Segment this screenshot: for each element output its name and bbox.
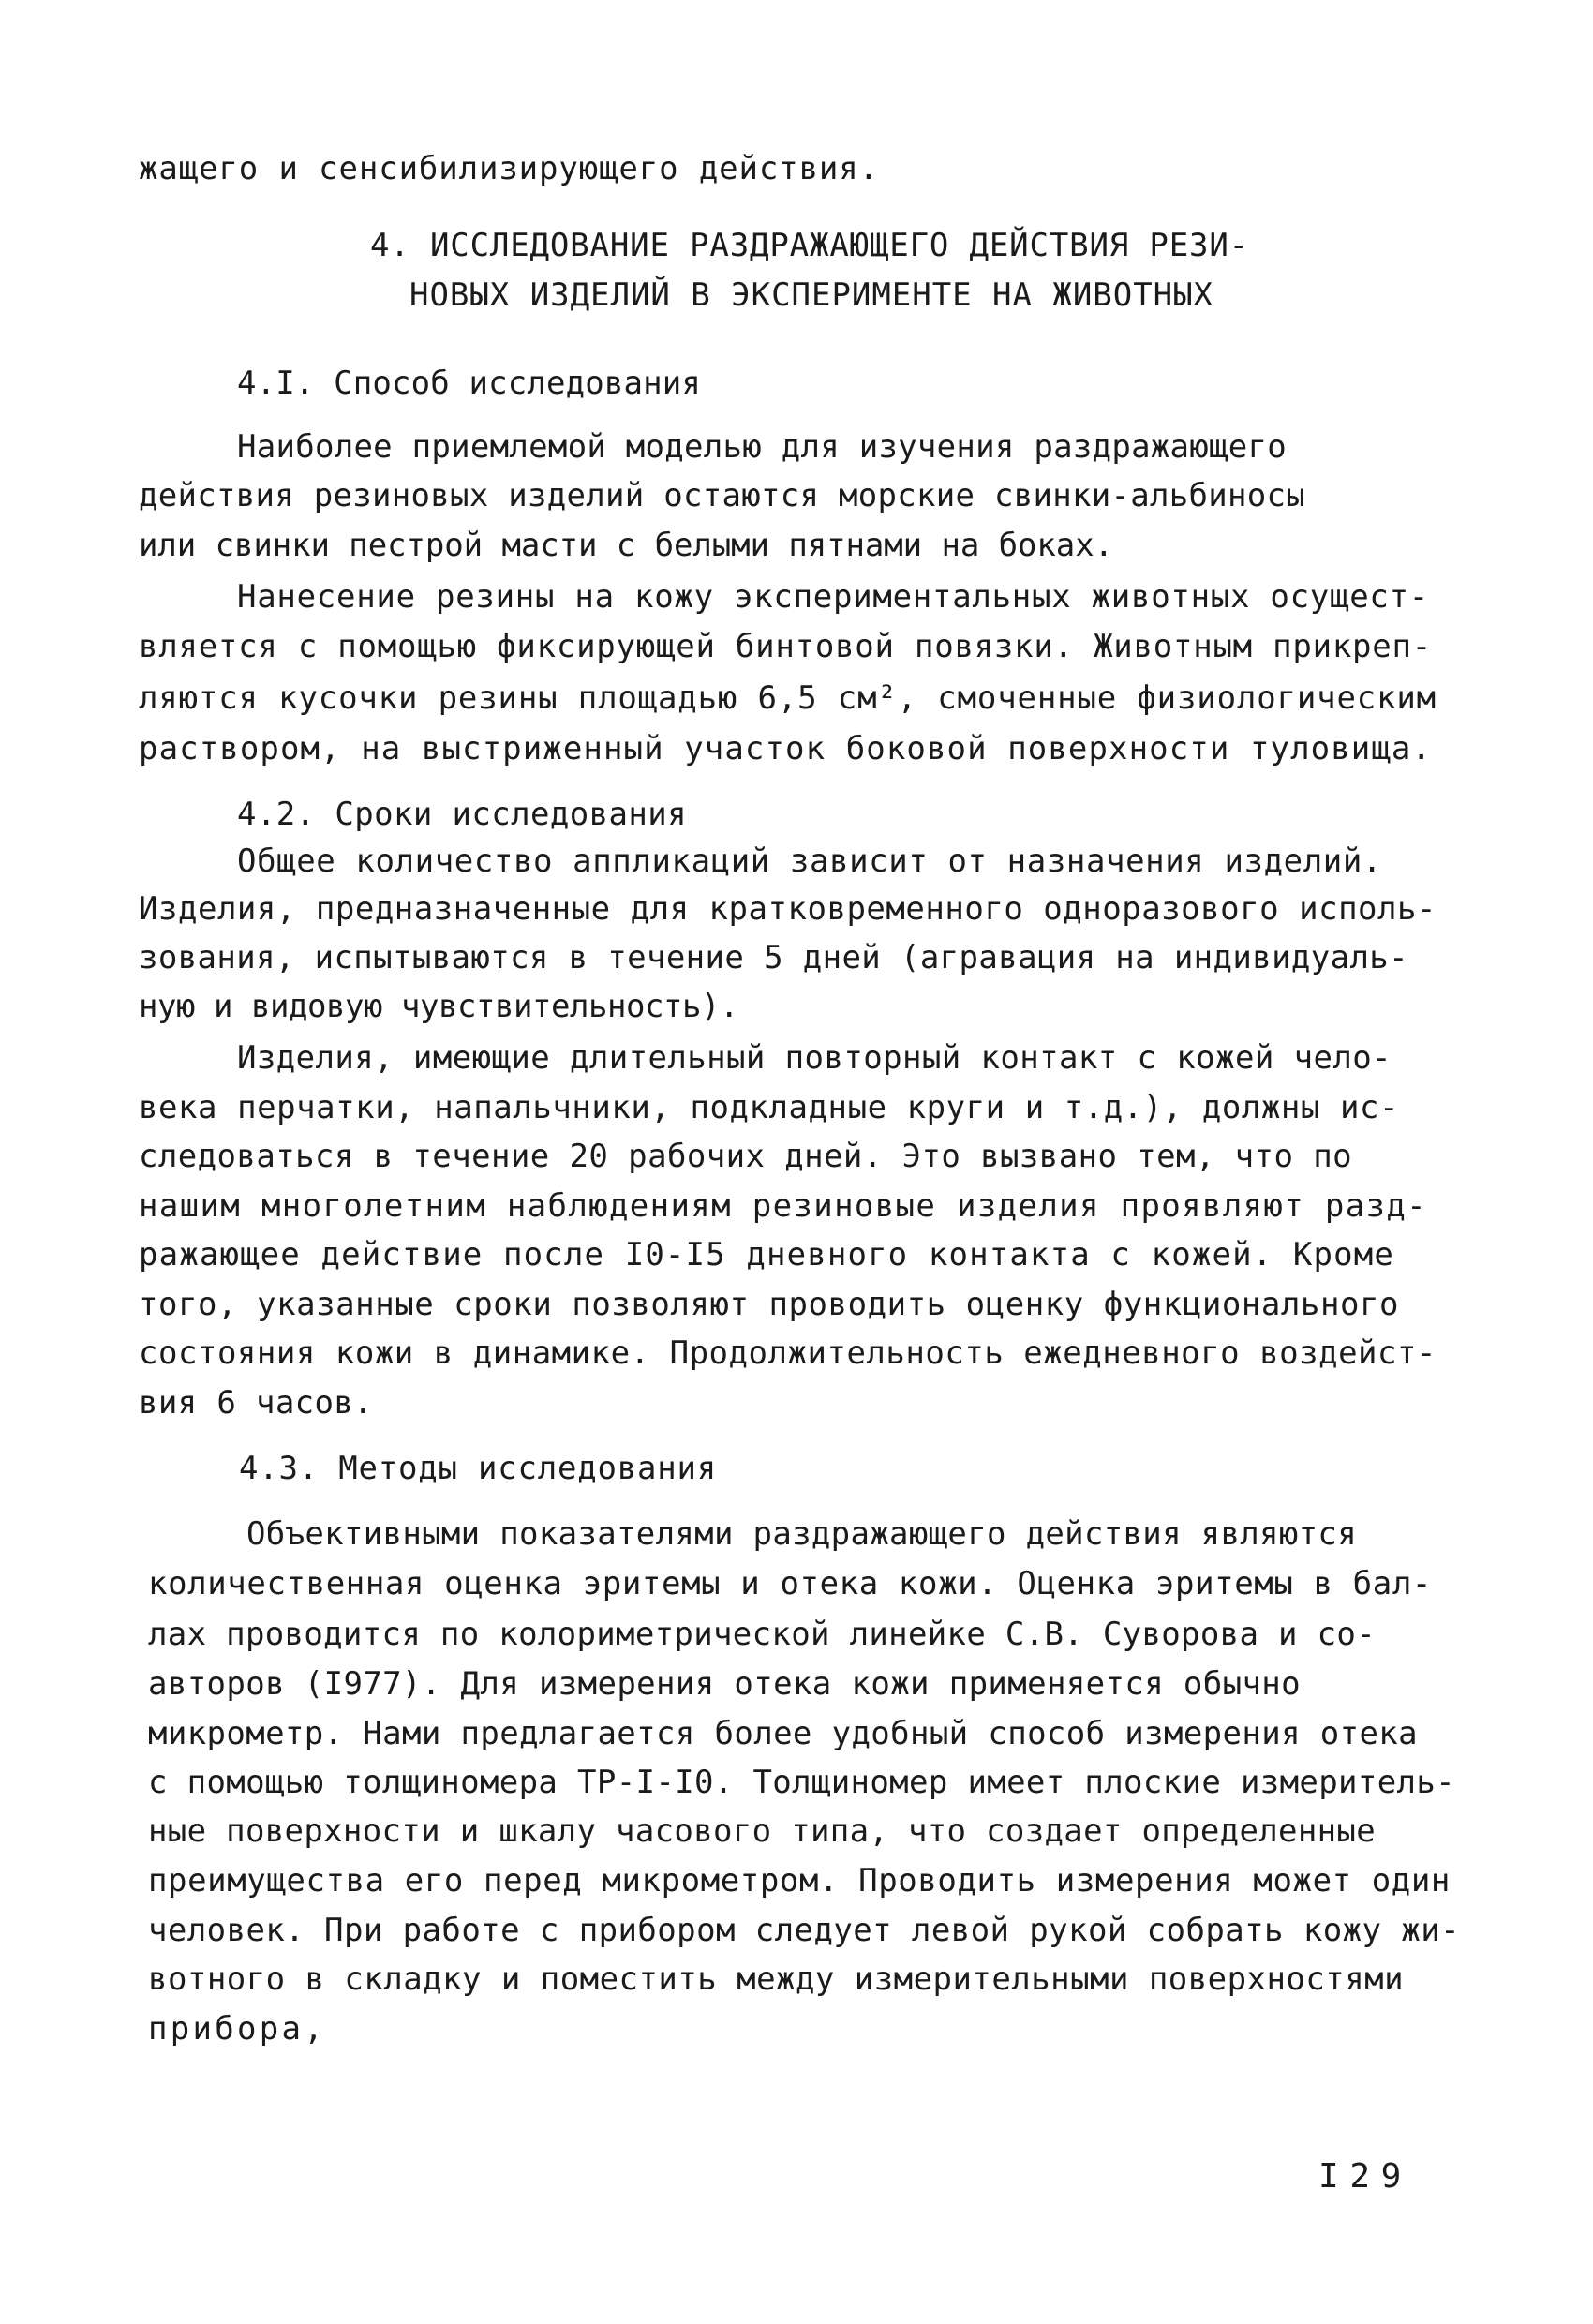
paragraph-line: состояния кожи в динамике. Продолжительность ежедневного воздейст- bbox=[139, 1334, 1437, 1372]
paragraph-line: преимущества его перед микрометром. Проводить измерения может один bbox=[148, 1862, 1451, 1899]
paragraph-line: века перчатки, напальчники, подкладные круги и т.д.), должны ис- bbox=[139, 1089, 1399, 1126]
paragraph-line: Общее количество аппликаций зависит от назначения изделий. bbox=[237, 842, 1382, 880]
section-title-line-2: НОВЫХ ИЗДЕЛИЙ В ЭКСПЕРИМЕНТЕ НА ЖИВОТНЫХ bbox=[409, 276, 1213, 314]
paragraph-line: прибора, bbox=[148, 2010, 326, 2048]
paragraph-line: Объективными показателями раздражающего действия являются bbox=[246, 1515, 1357, 1553]
paragraph-line: того, указанные сроки позволяют проводить оценку функционального bbox=[139, 1286, 1399, 1323]
paragraph-line: ную и видовую чувствительность). bbox=[139, 988, 738, 1025]
paragraph-line: микрометр. Нами предлагается более удобный способ измерения отека bbox=[148, 1715, 1418, 1752]
subsection-heading-4-2: 4.2. Сроки исследования bbox=[237, 796, 687, 833]
paragraph-line: с помощью толщиномера ТР-I-I0. Толщиномер имеет плоские измеритель- bbox=[148, 1764, 1455, 1801]
paragraph-line: ражающее действие после I0-I5 дневного контакта с кожей. Кроме bbox=[139, 1236, 1394, 1274]
paragraph-line: авторов (I977). Для измерения отека кожи применяется обычно bbox=[148, 1665, 1301, 1703]
subsection-heading-4-1: 4.I. Способ исследования bbox=[237, 365, 701, 402]
paragraph-line: вотного в складку и поместить между измерительными поверхностями bbox=[148, 1960, 1404, 1998]
page-number: I29 bbox=[1318, 2157, 1412, 2196]
paragraph-line: ные поверхности и шкалу часового типа, что создает определенные bbox=[148, 1812, 1376, 1850]
paragraph-line: человек. При работе с прибором следует левой рукой собрать кожу жи- bbox=[148, 1912, 1460, 1949]
paragraph-line: вляется с помощью фиксирующей бинтовой повязки. Животным прикреп- bbox=[139, 628, 1432, 665]
paragraph-line: вия 6 часов. bbox=[139, 1384, 373, 1422]
paragraph-line: Наиболее приемлемой моделью для изучения раздражающего bbox=[237, 428, 1287, 466]
paragraph-line: раствором, на выстриженный участок боковой поверхности туловища. bbox=[139, 730, 1432, 767]
paragraph-line: Изделия, имеющие длительный повторный контакт с кожей чело- bbox=[237, 1039, 1392, 1077]
paragraph-line: Изделия, предназначенные для кратковременного одноразового исполь- bbox=[139, 890, 1437, 928]
paragraph-line: зования, испытываются в течение 5 дней (агравация на индивидуаль- bbox=[139, 939, 1408, 976]
paragraph-line: Нанесение резины на кожу экспериментальных животных осущест- bbox=[237, 578, 1429, 616]
continuation-line: жащего и сенсибилизирующего действия. bbox=[139, 150, 879, 187]
section-title-line-1: 4. ИССЛЕДОВАНИЕ РАЗДРАЖАЮЩЕГО ДЕЙСТВИЯ РЕЗИ- bbox=[370, 227, 1249, 264]
paragraph-line: нашим многолетним наблюдениям резиновые изделия проявляют разд- bbox=[139, 1187, 1427, 1225]
paragraph-line: количественная оценка эритемы и отека кожи. Оценка эритемы в бал- bbox=[148, 1565, 1432, 1602]
subsection-heading-4-3: 4.3. Методы исследования bbox=[239, 1450, 717, 1487]
paragraph-line: следоваться в течение 20 рабочих дней. Это вызвано тем, что по bbox=[139, 1138, 1352, 1175]
paragraph-line: или свинки пестрой масти с белыми пятнами на боках. bbox=[139, 527, 1113, 564]
paragraph-line: лах проводится по колориметрической линейке С.В. Суворова и со- bbox=[148, 1616, 1376, 1653]
paragraph-line: действия резиновых изделий остаются морские свинки-альбиносы bbox=[139, 477, 1305, 514]
paragraph-line: ляются кусочки резины площадью 6,5 см², смоченные физиологическим bbox=[139, 679, 1437, 717]
